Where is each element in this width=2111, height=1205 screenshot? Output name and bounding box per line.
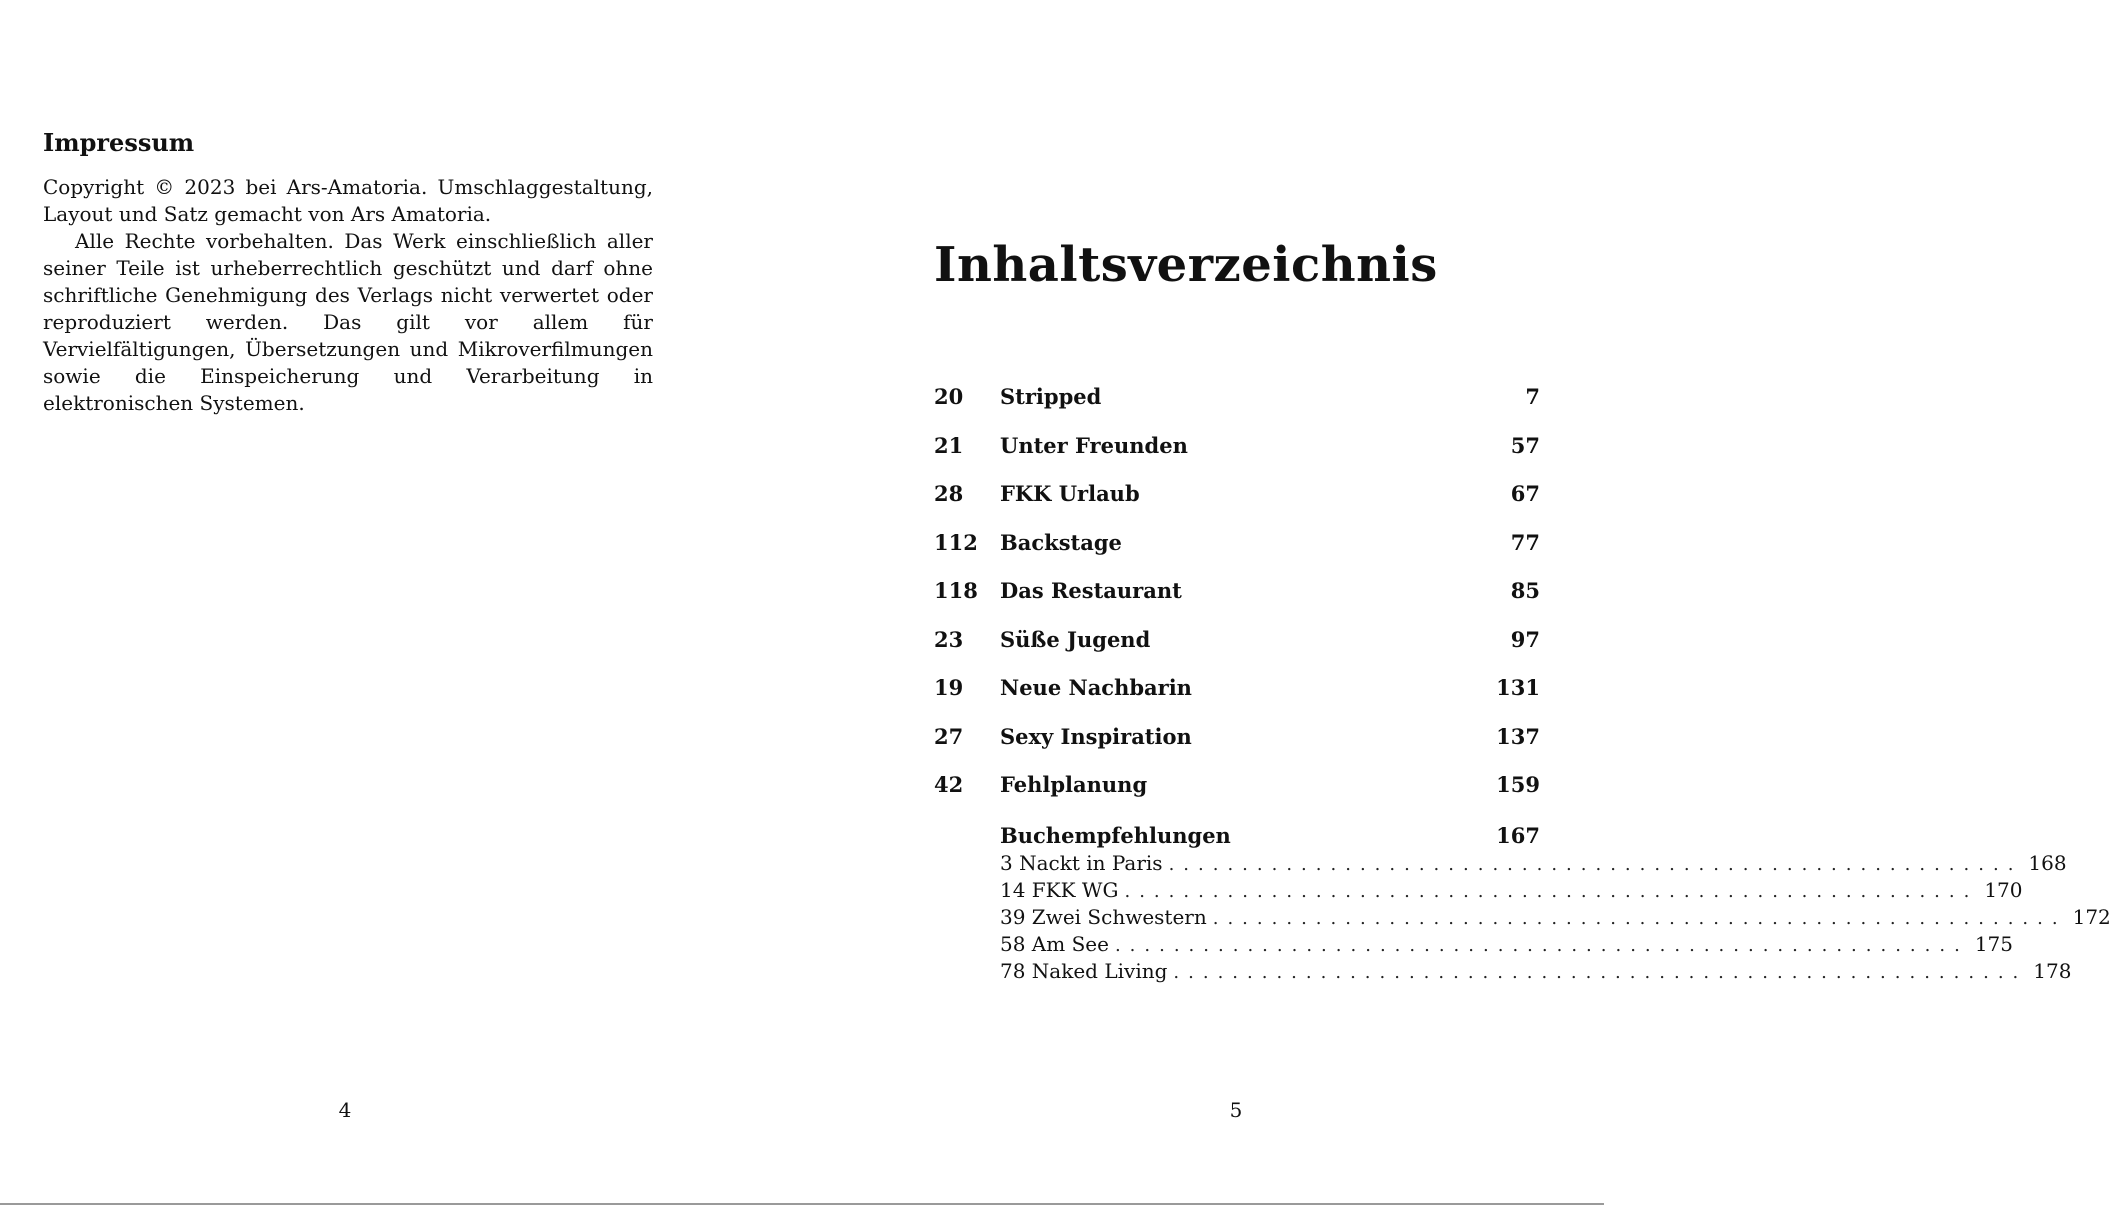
toc-entry[interactable] bbox=[934, 722, 1540, 771]
toc-entry[interactable] bbox=[934, 625, 1540, 674]
toc-entry-page: 77 bbox=[1510, 529, 1540, 555]
toc-entry[interactable] bbox=[934, 576, 1540, 625]
dot-leader: .......................................................... bbox=[1173, 961, 2028, 983]
toc-subentry-page: 170 bbox=[1984, 877, 2023, 902]
toc-subentry-page: 168 bbox=[2028, 850, 2067, 875]
toc-subentry[interactable] bbox=[1000, 877, 2023, 904]
toc-entry-number: 112 bbox=[934, 529, 978, 555]
toc-entry-number: 23 bbox=[934, 626, 964, 652]
toc-entry-number: 118 bbox=[934, 578, 978, 603]
toc-entry-number: 20 bbox=[934, 384, 964, 409]
toc-entry-page: 7 bbox=[1525, 384, 1540, 409]
toc-entry-title: FKK Urlaub bbox=[1000, 481, 1140, 506]
page-number-left: 4 bbox=[338, 1098, 352, 1122]
toc-entry-page: 137 bbox=[1496, 723, 1540, 749]
toc-entry[interactable] bbox=[934, 673, 1540, 722]
dot-leader: .......................................................... bbox=[1124, 880, 1979, 902]
toc-subentry[interactable] bbox=[1000, 850, 2067, 877]
toc-entry-title: Neue Nachbarin bbox=[1000, 675, 1192, 700]
toc-entry-title: Das Restaurant bbox=[1000, 578, 1182, 603]
dot-leader: .......................................................... bbox=[1114, 934, 1969, 956]
impressum-rights: Alle Rechte vorbehalten. Das Werk einschließlich aller seiner Teile ist urheberrechtlich geschützt und darf ohne schriftliche Genehmigung des Verlags nicht verwertet oder reproduziert werden. Das gilt vor allem für Vervielfältigungen, Übersetzungen und Mikroverfilmungen sowie die Einspeicherung und Verarbeitung in elektronischen Systemen. bbox=[43, 229, 653, 415]
toc-entry[interactable] bbox=[934, 528, 1540, 577]
toc-subentry-title: 14 FKK WG bbox=[1000, 877, 1119, 902]
toc-subentry[interactable] bbox=[1000, 958, 2072, 985]
toc-entry-number: 42 bbox=[934, 772, 964, 797]
toc-subentry-title: 58 Am See bbox=[1000, 931, 1109, 956]
impressum-heading: Impressum bbox=[43, 128, 195, 157]
toc-entry-page: 131 bbox=[1496, 675, 1540, 700]
toc-entry-number: 28 bbox=[934, 481, 964, 506]
toc-subentry-title: 78 Naked Living bbox=[1000, 958, 1168, 983]
toc-entry-title: Fehlplanung bbox=[1000, 772, 1148, 797]
toc-entry-number: 27 bbox=[934, 723, 964, 749]
toc-entry-page: 85 bbox=[1510, 578, 1540, 603]
toc-entry-page: 57 bbox=[1510, 432, 1540, 458]
page-number-right: 5 bbox=[1229, 1098, 1243, 1122]
toc-recommendations-entry[interactable] bbox=[934, 821, 1540, 850]
toc-subentry-title: 3 Nackt in Paris bbox=[1000, 850, 1163, 875]
toc-subentry-page: 178 bbox=[2033, 958, 2072, 983]
toc-entry-number: 21 bbox=[934, 432, 964, 458]
toc-entry-title: Backstage bbox=[1000, 529, 1122, 555]
toc-subentry-page: 175 bbox=[1974, 931, 2013, 956]
toc-subentry[interactable] bbox=[1000, 904, 2111, 931]
dot-leader: .......................................................... bbox=[1168, 853, 2023, 875]
toc-list bbox=[934, 382, 2111, 985]
toc-entry-title: Sexy Inspiration bbox=[1000, 723, 1192, 749]
toc-heading: Inhaltsverzeichnis bbox=[934, 237, 1438, 293]
toc-entry-title: Süße Jugend bbox=[1000, 626, 1151, 652]
table-of-contents bbox=[934, 230, 2111, 983]
impressum-copyright: Copyright © 2023 bei Ars-Amatoria. Umschlaggestaltung, Layout und Satz gemacht von Ars Amatoria. bbox=[43, 175, 653, 226]
toc-subentry-title: 39 Zwei Schwestern bbox=[1000, 904, 1207, 929]
toc-entry[interactable] bbox=[934, 770, 1540, 819]
toc-entry-title: Stripped bbox=[1000, 384, 1102, 409]
toc-entry[interactable] bbox=[934, 431, 1540, 480]
dot-leader: .......................................................... bbox=[1212, 907, 2067, 929]
toc-entry-page: 97 bbox=[1510, 626, 1540, 652]
toc-entry-number: 19 bbox=[934, 675, 964, 700]
toc-subentry[interactable] bbox=[1000, 931, 2013, 958]
toc-entry-page: 67 bbox=[1510, 481, 1540, 506]
impressum-section bbox=[43, 128, 653, 417]
toc-recommendations-page: 167 bbox=[1496, 822, 1540, 848]
toc-recommendations-title: Buchempfehlungen bbox=[1000, 822, 1231, 848]
toc-subentry-page: 172 bbox=[2072, 904, 2111, 929]
toc-entry-page: 159 bbox=[1496, 772, 1540, 797]
toc-entry[interactable] bbox=[934, 382, 1540, 431]
toc-entry-title: Unter Freunden bbox=[1000, 432, 1188, 458]
toc-entry[interactable] bbox=[934, 479, 1540, 528]
